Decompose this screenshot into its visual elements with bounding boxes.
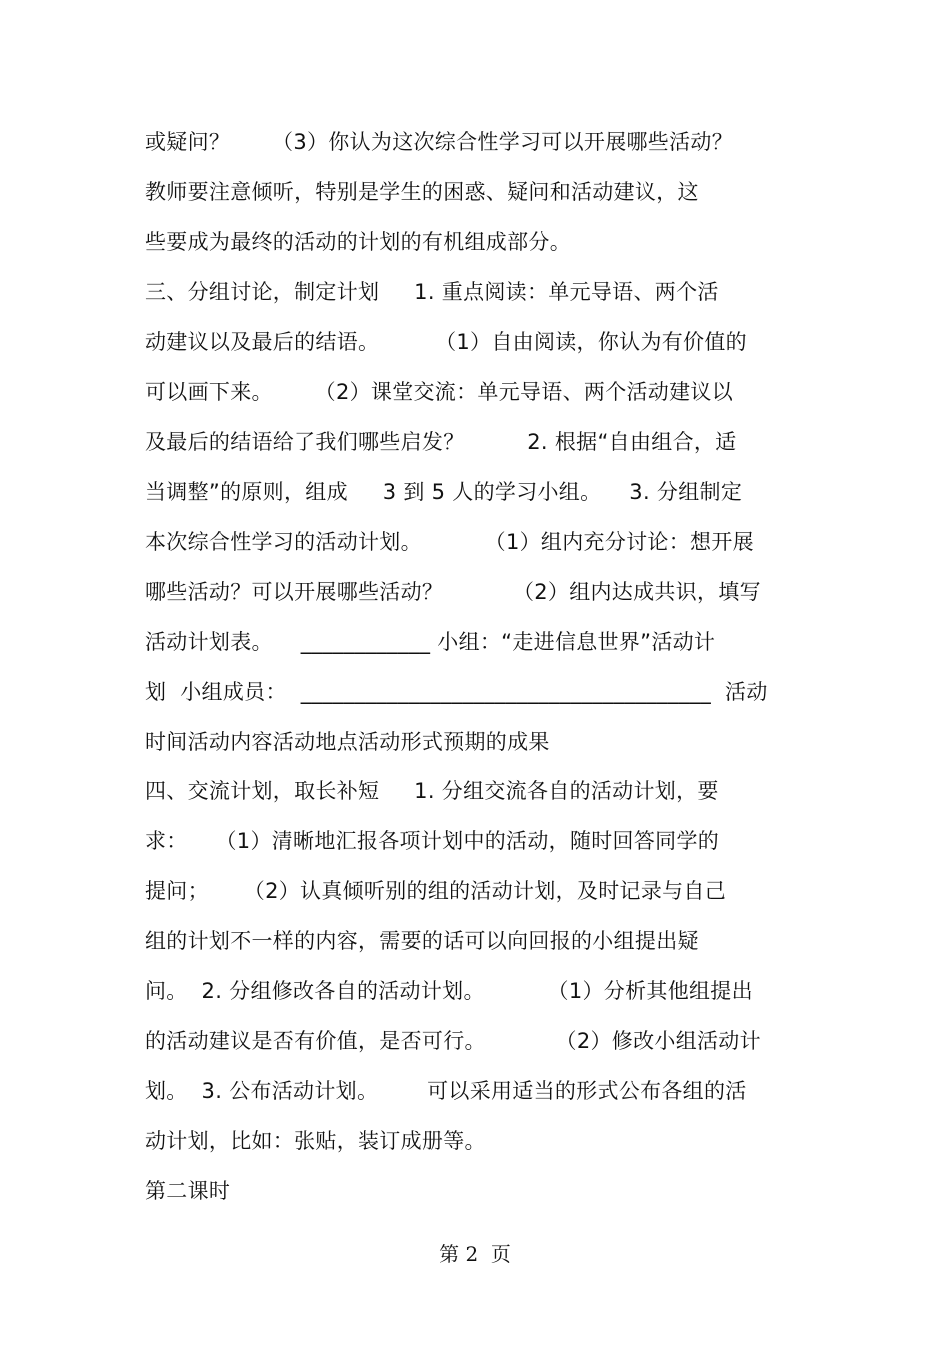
text-line: 动计划，比如：张贴，装订成册等。 xyxy=(145,1129,486,1153)
text-line: 可以画下来。 （2）课堂交流：单元导语、两个活动建议以 xyxy=(145,380,734,404)
text-line: 的活动建议是否有价值，是否可行。 （2）修改小组活动计 xyxy=(145,1029,761,1053)
text-line: 当调整”的原则，组成 3 到 5 人的学习小组。 3. 分组制定 xyxy=(145,480,743,504)
text-line: 哪些活动？可以开展哪些活动？ （2）组内达成共识，填写 xyxy=(145,580,761,604)
text-line: 四、交流计划，取长补短 1. 分组交流各自的活动计划，要 xyxy=(145,779,719,803)
text-line: 些要成为最终的活动的计划的有机组成部分。 xyxy=(145,230,571,254)
text-line: 三、分组讨论，制定计划 1. 重点阅读：单元导语、两个活 xyxy=(145,280,719,304)
text-line: 本次综合性学习的活动计划。 （1）组内充分讨论：想开展 xyxy=(145,530,754,554)
text-line: 动建议以及最后的结语。 （1）自由阅读，你认为有价值的 xyxy=(145,330,747,354)
text-line: 活动计划表。 ____________ 小组：“走进信息世界”活动计 xyxy=(145,630,716,654)
text-line: 或疑问？ （3）你认为这次综合性学习可以开展哪些活动？ xyxy=(145,130,734,154)
section-heading: 第二课时 xyxy=(145,1179,231,1203)
text-line: 划。 3. 公布活动计划。 可以采用适当的形式公布各组的活 xyxy=(145,1079,747,1103)
text-line: 提问； （2）认真倾听别的组的活动计划，及时记录与自己 xyxy=(145,879,727,903)
text-line: 问。 2. 分组修改各自的活动计划。 （1）分析其他组提出 xyxy=(145,979,753,1003)
text-line: 教师要注意倾听，特别是学生的困惑、疑问和活动建议，这 xyxy=(145,180,699,204)
page-number: 第 2 页 xyxy=(439,1242,511,1266)
text-line: 求： （1）清晰地汇报各项计划中的活动，随时回答同学的 xyxy=(145,829,720,853)
text-line: 时间活动内容活动地点活动形式预期的成果 xyxy=(145,730,550,754)
text-line: 组的计划不一样的内容，需要的话可以向回报的小组提出疑 xyxy=(145,929,699,953)
text-line: 及最后的结语给了我们哪些启发？ 2. 根据“自由组合，适 xyxy=(145,430,737,454)
text-line: 划 小组成员： ______________________________________ 活动 xyxy=(145,680,768,704)
